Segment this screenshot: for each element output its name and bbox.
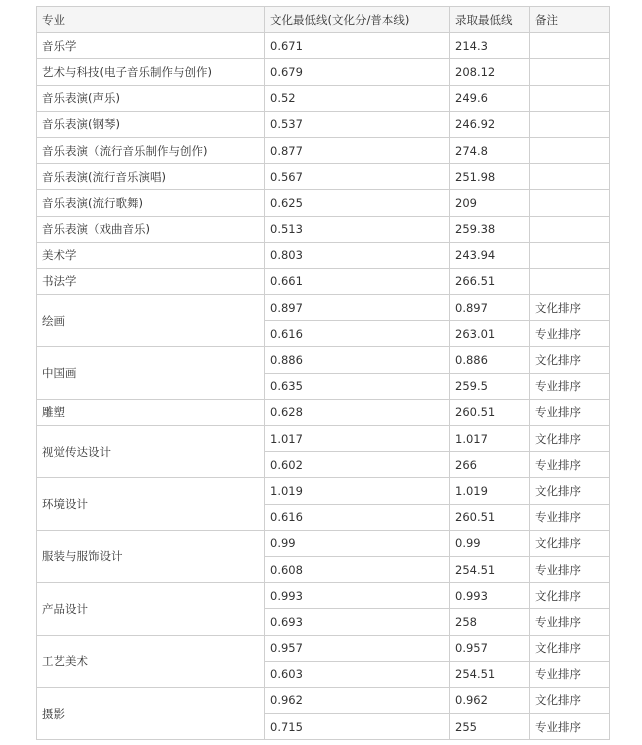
admission-min-cell: 0.886 xyxy=(450,347,530,373)
table-header-row xyxy=(37,7,610,33)
culture-min-cell: 0.957 xyxy=(265,635,450,661)
table-row xyxy=(37,137,610,163)
note-cell: 文化排序 xyxy=(530,635,610,661)
admission-min-cell: 254.51 xyxy=(450,556,530,582)
admission-min-cell: 0.957 xyxy=(450,635,530,661)
culture-min-cell: 0.513 xyxy=(265,216,450,242)
culture-min-cell: 0.635 xyxy=(265,373,450,399)
admission-min-cell: 246.92 xyxy=(450,111,530,137)
culture-min-cell: 0.52 xyxy=(265,85,450,111)
admission-min-cell: 266 xyxy=(450,452,530,478)
admission-min-cell: 249.6 xyxy=(450,85,530,111)
culture-min-cell: 0.693 xyxy=(265,609,450,635)
culture-min-cell: 0.897 xyxy=(265,295,450,321)
table-row xyxy=(37,347,610,373)
admission-min-cell: 259.38 xyxy=(450,216,530,242)
note-cell: 专业排序 xyxy=(530,714,610,740)
major-cell: 环境设计 xyxy=(37,478,265,530)
table-row xyxy=(37,426,610,452)
admission-min-cell: 214.3 xyxy=(450,33,530,59)
culture-min-cell: 0.608 xyxy=(265,556,450,582)
table-row xyxy=(37,687,610,713)
admission-min-cell: 0.993 xyxy=(450,583,530,609)
note-cell xyxy=(530,268,610,294)
note-cell: 文化排序 xyxy=(530,295,610,321)
header-note: 备注 xyxy=(530,7,610,33)
note-cell: 文化排序 xyxy=(530,687,610,713)
major-cell: 音乐表演（流行音乐制作与创作) xyxy=(37,137,265,163)
culture-min-cell: 0.661 xyxy=(265,268,450,294)
note-cell: 专业排序 xyxy=(530,399,610,425)
culture-min-cell: 1.019 xyxy=(265,478,450,504)
table-row xyxy=(37,85,610,111)
note-cell: 文化排序 xyxy=(530,347,610,373)
header-admission-min: 录取最低线 xyxy=(450,7,530,33)
note-cell: 专业排序 xyxy=(530,321,610,347)
culture-min-cell: 0.603 xyxy=(265,661,450,687)
admission-min-cell: 243.94 xyxy=(450,242,530,268)
culture-min-cell: 0.628 xyxy=(265,399,450,425)
table-row xyxy=(37,268,610,294)
major-cell: 音乐表演(流行歌舞) xyxy=(37,190,265,216)
culture-min-cell: 0.962 xyxy=(265,687,450,713)
culture-min-cell: 0.803 xyxy=(265,242,450,268)
admission-min-cell: 0.897 xyxy=(450,295,530,321)
culture-min-cell: 0.616 xyxy=(265,321,450,347)
note-cell xyxy=(530,216,610,242)
major-cell: 雕塑 xyxy=(37,399,265,425)
admission-min-cell: 0.962 xyxy=(450,687,530,713)
note-cell: 专业排序 xyxy=(530,609,610,635)
note-cell xyxy=(530,190,610,216)
culture-min-cell: 0.537 xyxy=(265,111,450,137)
major-cell: 产品设计 xyxy=(37,583,265,635)
admission-min-cell: 254.51 xyxy=(450,661,530,687)
culture-min-cell: 1.017 xyxy=(265,426,450,452)
culture-min-cell: 0.625 xyxy=(265,190,450,216)
major-cell: 服装与服饰设计 xyxy=(37,530,265,582)
admission-min-cell: 1.019 xyxy=(450,478,530,504)
note-cell: 专业排序 xyxy=(530,661,610,687)
major-cell: 音乐表演(钢琴) xyxy=(37,111,265,137)
major-cell: 美术学 xyxy=(37,242,265,268)
major-cell: 音乐表演（戏曲音乐) xyxy=(37,216,265,242)
culture-min-cell: 0.877 xyxy=(265,137,450,163)
table-row xyxy=(37,478,610,504)
major-cell: 中国画 xyxy=(37,347,265,399)
culture-min-cell: 0.602 xyxy=(265,452,450,478)
table-row xyxy=(37,216,610,242)
culture-min-cell: 0.616 xyxy=(265,504,450,530)
major-cell: 绘画 xyxy=(37,295,265,347)
note-cell xyxy=(530,164,610,190)
major-cell: 艺术与科技(电子音乐制作与创作) xyxy=(37,59,265,85)
table-row xyxy=(37,111,610,137)
major-cell: 音乐表演(声乐) xyxy=(37,85,265,111)
major-cell: 摄影 xyxy=(37,687,265,739)
culture-min-cell: 0.567 xyxy=(265,164,450,190)
header-major: 专业 xyxy=(37,7,265,33)
culture-min-cell: 0.679 xyxy=(265,59,450,85)
major-cell: 工艺美术 xyxy=(37,635,265,687)
note-cell xyxy=(530,111,610,137)
note-cell: 专业排序 xyxy=(530,556,610,582)
admission-min-cell: 266.51 xyxy=(450,268,530,294)
admission-table xyxy=(36,6,610,740)
admission-min-cell: 260.51 xyxy=(450,504,530,530)
admission-min-cell: 251.98 xyxy=(450,164,530,190)
culture-min-cell: 0.993 xyxy=(265,583,450,609)
note-cell xyxy=(530,33,610,59)
note-cell: 文化排序 xyxy=(530,478,610,504)
admission-min-cell: 274.8 xyxy=(450,137,530,163)
note-cell: 文化排序 xyxy=(530,530,610,556)
header-culture-min: 文化最低线(文化分/普本线) xyxy=(265,7,450,33)
note-cell xyxy=(530,59,610,85)
culture-min-cell: 0.886 xyxy=(265,347,450,373)
note-cell: 文化排序 xyxy=(530,583,610,609)
admission-min-cell: 260.51 xyxy=(450,399,530,425)
table-row xyxy=(37,635,610,661)
admission-min-cell: 208.12 xyxy=(450,59,530,85)
admission-min-cell: 0.99 xyxy=(450,530,530,556)
major-cell: 书法学 xyxy=(37,268,265,294)
table-row xyxy=(37,164,610,190)
culture-min-cell: 0.715 xyxy=(265,714,450,740)
note-cell: 专业排序 xyxy=(530,373,610,399)
admission-min-cell: 258 xyxy=(450,609,530,635)
culture-min-cell: 0.671 xyxy=(265,33,450,59)
note-cell: 专业排序 xyxy=(530,504,610,530)
table-row xyxy=(37,399,610,425)
table-row xyxy=(37,295,610,321)
note-cell xyxy=(530,137,610,163)
admission-min-cell: 209 xyxy=(450,190,530,216)
table-row xyxy=(37,33,610,59)
table-row xyxy=(37,190,610,216)
admission-min-cell: 263.01 xyxy=(450,321,530,347)
note-cell xyxy=(530,242,610,268)
table-row xyxy=(37,583,610,609)
table-body xyxy=(37,33,610,740)
note-cell: 专业排序 xyxy=(530,452,610,478)
table-row xyxy=(37,530,610,556)
culture-min-cell: 0.99 xyxy=(265,530,450,556)
major-cell: 视觉传达设计 xyxy=(37,426,265,478)
table-row xyxy=(37,59,610,85)
admission-min-cell: 255 xyxy=(450,714,530,740)
major-cell: 音乐表演(流行音乐演唱) xyxy=(37,164,265,190)
admission-min-cell: 1.017 xyxy=(450,426,530,452)
admission-min-cell: 259.5 xyxy=(450,373,530,399)
note-cell xyxy=(530,85,610,111)
note-cell: 文化排序 xyxy=(530,426,610,452)
major-cell: 音乐学 xyxy=(37,33,265,59)
table-row xyxy=(37,242,610,268)
